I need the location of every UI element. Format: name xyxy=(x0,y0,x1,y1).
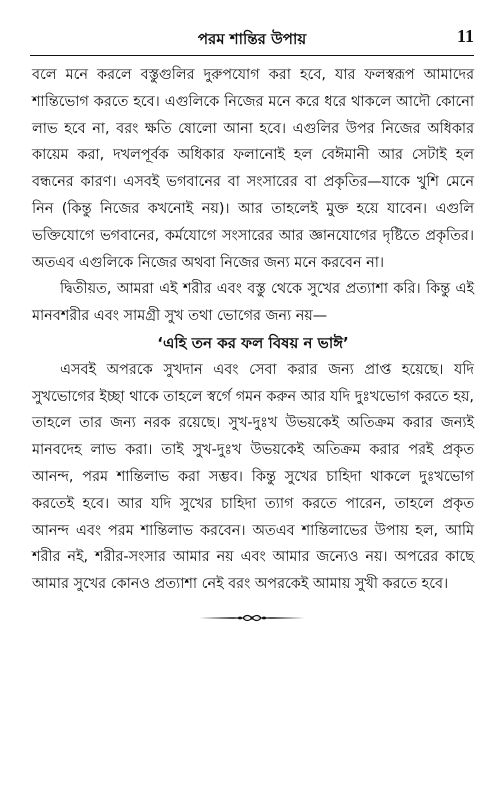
page-number: 11 xyxy=(456,26,474,46)
page-header xyxy=(30,26,474,52)
ornament-svg xyxy=(197,611,307,625)
verse-quote: ‘এহি তন কর ফল বিষয় ন ভাঈ’ xyxy=(157,333,349,352)
header-rule xyxy=(30,55,474,56)
decorative-divider-icon xyxy=(0,610,504,626)
page-body xyxy=(32,62,474,598)
running-title: পরম শান্তির উপায় xyxy=(197,30,307,48)
paragraph-1: বলে মনে করলে বস্তুগুলির দুরুপযোগ করা হবে, যার ফলস্বরূপ আমাদের শান্তিভোগ করতে হবে। এগুলিকে নিজের মনে করে ধরে থাকলে আদৌ কোনো লাভ হবে না, বরং ক্ষতি ষোলো আনা হবে। এগুলির উপর নিজের অধিকার কায়েম করা, দখলপূর্বক অধিকার ফলানোই হল বেঈমানী আর সেটাই হল বন্ধনের কারণ। এসবই ভগবানের বা সংসারের বা প্রকৃতির—যাকে খুশি মেনে নিন (কিন্তু নিজের কখনোই নয়)। আর তাহলেই মুক্ত হয়ে যাবেন। এগুলি ভক্তিযোগে ভগবানের, কর্মযোগে সংসারের আর জ্ঞানযোগের দৃষ্টিতে প্রকৃতির। অতএব এগুলিকে নিজের অথবা নিজের জন্য মনে করবেন না। xyxy=(32,67,474,271)
paragraph-2: দ্বিতীয়ত, আমরা এই শরীর এবং বস্তু থেকে সুখের প্রত্যাশা করি। কিন্তু এই মানবশরীর এবং সামগ্রী সুখ তথা ভোগের জন্য নয়— xyxy=(32,281,474,325)
paragraph-3: এসবই অপরকে সুখদান এবং সেবা করার জন্য প্রাপ্ত হয়েছে। যদি সুখভোগের ইচ্ছা থাকে তাহলে স্বর্গে গমন করুন আর যদি দুঃখভোগ করতে হয়, তাহলে তার জন্য নরক রয়েছে। সুখ-দুঃখ উভয়কেই অতিক্রম করার জন্যই মানবদেহ লাভ করা। তাই সুখ-দুঃখ উভয়কেই অতিক্রম করার পরই প্রকৃত আনন্দ, পরম শান্তিলাভ করা সম্ভব। কিন্তু সুখের চাহিদা থাকলে দুঃখভোগ করতেই হবে। আর যদি সুখের চাহিদা ত্যাগ করতে পারেন, তাহলে প্রকৃত আনন্দ এবং পরম শান্তিলাভ করবেন। অতএব শান্তিলাভের উপায় হল, আমি শরীর নই, শরীর-সংসার আমার নয় এবং আমার জন্যেও নয়। অপরের কাছে আমার সুখের কোনও প্রত্যাশা নেই বরং অপরকেই আমায় সুখী করতে হবে। xyxy=(32,361,474,593)
